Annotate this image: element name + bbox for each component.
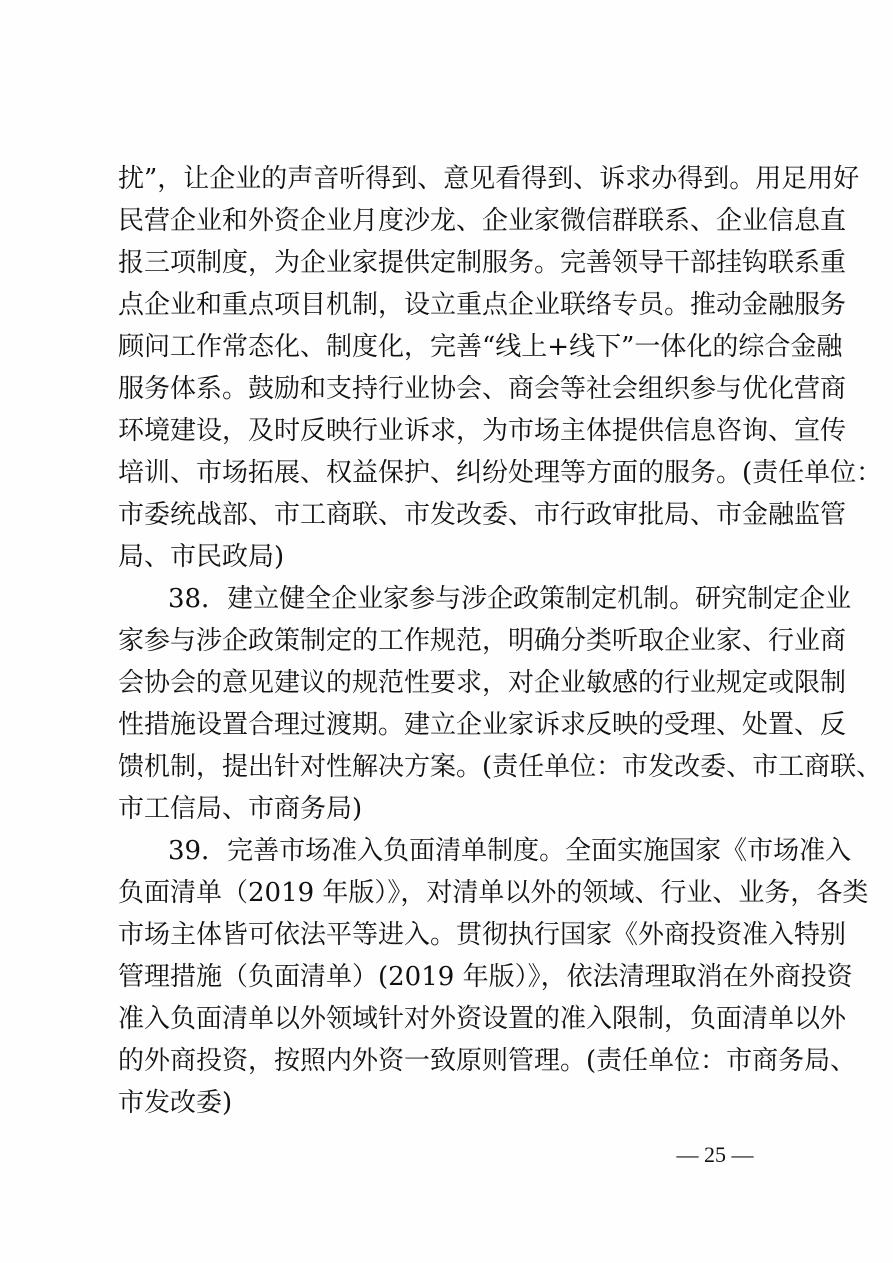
paragraph-line: 市发改委) [118, 1088, 233, 1118]
paragraph-line: 家参与涉企政策制定的工作规范，明确分类听取企业家、行业商 [118, 626, 847, 656]
paragraph-line: 市工信局、市商务局) [118, 794, 363, 824]
page-number: — 25 — [676, 1142, 754, 1167]
paragraph-line: 报三项制度，为企业家提供定制服务。完善领导干部挂钩联系重 [118, 248, 847, 278]
paragraph-line: 性措施设置合理过渡期。建立企业家诉求反映的受理、处置、反 [118, 710, 847, 740]
paragraph-line: 39．完善市场准入负面清单制度。全面实施国家《市场准入 [168, 836, 852, 866]
paragraph-line: 的外商投资，按照内外资一致原则管理。(责任单位：市商务局、 [118, 1046, 857, 1076]
paragraph-line: 38．建立健全企业家参与涉企政策制定机制。研究制定企业 [168, 584, 852, 614]
paragraph-line: 培训、市场拓展、权益保护、纠纷处理等方面的服务。(责任单位： [118, 458, 883, 488]
paragraph-line: 点企业和重点项目机制，设立重点企业联络专员。推动金融服务 [118, 290, 847, 320]
paragraph-line: 会协会的意见建议的规范性要求，对企业敏感的行业规定或限制 [118, 668, 847, 698]
paragraph-line: 管理措施（负面清单）(2019 年版）》，依法清理取消在外商投资 [118, 962, 853, 992]
paragraph-line: 负面清单（2019 年版）》，对清单以外的领域、行业、业务，各类 [118, 878, 869, 908]
paragraph-line: 环境建设，及时反映行业诉求，为市场主体提供信息咨询、宣传 [118, 416, 847, 446]
paragraph-line: 市委统战部、市工商联、市发改委、市行政审批局、市金融监管 [118, 500, 847, 530]
paragraph-line: 市场主体皆可依法平等进入。贯彻执行国家《外商投资准入特别 [118, 920, 847, 950]
paragraph-line: 服务体系。鼓励和支持行业协会、商会等社会组织参与优化营商 [118, 374, 847, 404]
paragraph-line: 准入负面清单以外领域针对外资设置的准入限制，负面清单以外 [118, 1004, 847, 1034]
paragraph-line: 顾问工作常态化、制度化，完善“线上+线下”一体化的综合金融 [118, 332, 843, 362]
paragraph-line: 馈机制，提出针对性解决方案。(责任单位：市发改委、市工商联、 [118, 752, 883, 782]
paragraph-line: 扰”，让企业的声音听得到、意见看得到、诉求办得到。用足用好 [118, 164, 860, 194]
paragraph-line: 局、市民政局) [118, 542, 285, 572]
paragraph-line: 民营企业和外资企业月度沙龙、企业家微信群联系、企业信息直 [118, 206, 847, 236]
